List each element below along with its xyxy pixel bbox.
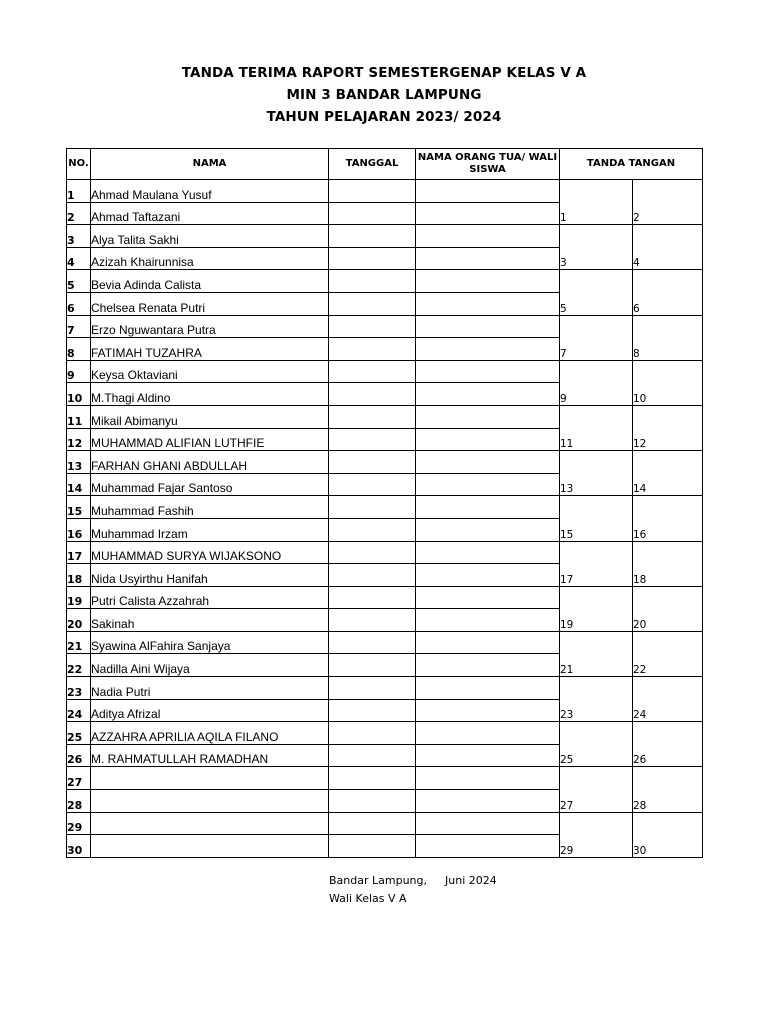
row-number: 29 [67, 812, 91, 835]
row-number: 13 [67, 451, 91, 474]
date-cell [329, 225, 416, 248]
student-name: Sakinah [91, 609, 329, 632]
signature-cell-left: 13 [560, 451, 633, 496]
row-number: 23 [67, 677, 91, 700]
student-name: Nida Usyirthu Hanifah [91, 564, 329, 587]
parent-name-cell [416, 405, 560, 428]
column-header-tanda-tangan: TANDA TANGAN [560, 149, 703, 180]
report-receipt-table [66, 148, 703, 858]
student-name: FARHAN GHANI ABDULLAH [91, 451, 329, 474]
row-number: 21 [67, 631, 91, 654]
student-name: Ahmad Taftazani [91, 202, 329, 225]
signature-cell-left: 17 [560, 541, 633, 586]
signature-cell-left: 11 [560, 405, 633, 450]
parent-name-cell [416, 315, 560, 338]
student-name: Muhammad Fashih [91, 496, 329, 519]
parent-name-cell [416, 473, 560, 496]
parent-name-cell [416, 767, 560, 790]
student-name: Chelsea Renata Putri [91, 292, 329, 315]
signature-cell-right: 28 [633, 767, 703, 812]
row-number: 10 [67, 383, 91, 406]
date-cell [329, 202, 416, 225]
date-cell [329, 609, 416, 632]
parent-name-cell [416, 428, 560, 451]
date-cell [329, 360, 416, 383]
parent-name-cell [416, 270, 560, 293]
footer-role: Wali Kelas V A [329, 892, 407, 905]
student-name: MUHAMMAD ALIFIAN LUTHFIE [91, 428, 329, 451]
signature-cell-right: 26 [633, 722, 703, 767]
footer-place: Bandar Lampung, [329, 874, 427, 887]
date-cell [329, 654, 416, 677]
signature-cell-left: 19 [560, 586, 633, 631]
signature-cell-right: 30 [633, 812, 703, 857]
row-number: 12 [67, 428, 91, 451]
signature-cell-left: 23 [560, 677, 633, 722]
student-name: Muhammad Irzam [91, 518, 329, 541]
signature-cell-left: 15 [560, 496, 633, 541]
row-number: 1 [67, 180, 91, 203]
signature-cell-left: 25 [560, 722, 633, 767]
student-name: Putri Calista Azzahrah [91, 586, 329, 609]
student-name: M.Thagi Aldino [91, 383, 329, 406]
student-name: Aditya Afrizal [91, 699, 329, 722]
row-number: 27 [67, 767, 91, 790]
date-cell [329, 677, 416, 700]
school-name: MIN 3 BANDAR LAMPUNG [286, 87, 482, 103]
student-name: Keysa Oktaviani [91, 360, 329, 383]
table-row [67, 405, 703, 428]
parent-name-cell [416, 338, 560, 361]
row-number: 9 [67, 360, 91, 383]
date-cell [329, 835, 416, 858]
parent-name-cell [416, 654, 560, 677]
parent-name-cell [416, 383, 560, 406]
row-number: 17 [67, 541, 91, 564]
date-cell [329, 541, 416, 564]
column-header-nama: NAMA [91, 149, 329, 180]
student-name [91, 812, 329, 835]
parent-name-cell [416, 744, 560, 767]
parent-name-cell [416, 451, 560, 474]
student-name: Ahmad Maulana Yusuf [91, 180, 329, 203]
table-row [67, 631, 703, 654]
row-number: 25 [67, 722, 91, 745]
row-number: 16 [67, 518, 91, 541]
table-row [67, 315, 703, 338]
table-row [67, 180, 703, 203]
row-number: 18 [67, 564, 91, 587]
date-cell [329, 405, 416, 428]
date-cell [329, 451, 416, 474]
signature-cell-left: 9 [560, 360, 633, 405]
table-row [67, 496, 703, 519]
table-row [67, 767, 703, 790]
signature-cell-left: 5 [560, 270, 633, 315]
column-header-orang-tua: NAMA ORANG TUA/ WALI SISWA [416, 149, 560, 180]
row-number: 28 [67, 790, 91, 813]
row-number: 20 [67, 609, 91, 632]
parent-name-cell [416, 677, 560, 700]
table-header-row [67, 149, 703, 180]
signature-footer [329, 872, 497, 908]
date-cell [329, 586, 416, 609]
signature-cell-right: 8 [633, 315, 703, 360]
signature-cell-right: 22 [633, 631, 703, 676]
row-number: 5 [67, 270, 91, 293]
column-header-no: NO. [67, 149, 91, 180]
parent-name-cell [416, 541, 560, 564]
parent-name-cell [416, 180, 560, 203]
academic-year: TAHUN PELAJARAN 2023/ 2024 [266, 109, 502, 125]
student-name: Nadilla Aini Wijaya [91, 654, 329, 677]
parent-name-cell [416, 790, 560, 813]
student-name: MUHAMMAD SURYA WIJAKSONO [91, 541, 329, 564]
signature-cell-right: 24 [633, 677, 703, 722]
table-row [67, 812, 703, 835]
row-number: 3 [67, 225, 91, 248]
date-cell [329, 744, 416, 767]
date-cell [329, 247, 416, 270]
signature-cell-left: 1 [560, 180, 633, 225]
table-row [67, 541, 703, 564]
signature-cell-right: 6 [633, 270, 703, 315]
row-number: 15 [67, 496, 91, 519]
document-title: TANDA TERIMA RAPORT SEMESTERGENAP KELAS V A [181, 65, 587, 81]
parent-name-cell [416, 292, 560, 315]
parent-name-cell [416, 360, 560, 383]
date-cell [329, 722, 416, 745]
student-name: Azizah Khairunnisa [91, 247, 329, 270]
parent-name-cell [416, 631, 560, 654]
row-number: 4 [67, 247, 91, 270]
signature-cell-right: 18 [633, 541, 703, 586]
student-name: Mikail Abimanyu [91, 405, 329, 428]
student-name [91, 790, 329, 813]
parent-name-cell [416, 586, 560, 609]
table-row [67, 677, 703, 700]
row-number: 2 [67, 202, 91, 225]
student-name: Nadia Putri [91, 677, 329, 700]
table-row [67, 225, 703, 248]
student-name: Syawina AlFahira Sanjaya [91, 631, 329, 654]
table-row [67, 586, 703, 609]
signature-cell-left: 3 [560, 225, 633, 270]
date-cell [329, 180, 416, 203]
student-name: FATIMAH TUZAHRA [91, 338, 329, 361]
student-name [91, 767, 329, 790]
student-name: Erzo Nguwantara Putra [91, 315, 329, 338]
column-header-tanggal: TANGGAL [329, 149, 416, 180]
row-number: 11 [67, 405, 91, 428]
parent-name-cell [416, 699, 560, 722]
signature-cell-right: 2 [633, 180, 703, 225]
date-cell [329, 473, 416, 496]
date-cell [329, 699, 416, 722]
signature-cell-right: 12 [633, 405, 703, 450]
date-cell [329, 270, 416, 293]
date-cell [329, 338, 416, 361]
signature-cell-right: 4 [633, 225, 703, 270]
table-row [67, 360, 703, 383]
row-number: 6 [67, 292, 91, 315]
parent-name-cell [416, 202, 560, 225]
date-cell [329, 496, 416, 519]
date-cell [329, 631, 416, 654]
date-cell [329, 292, 416, 315]
parent-name-cell [416, 812, 560, 835]
student-name [91, 835, 329, 858]
date-cell [329, 428, 416, 451]
row-number: 22 [67, 654, 91, 677]
table-body [67, 180, 703, 858]
date-cell [329, 767, 416, 790]
row-number: 19 [67, 586, 91, 609]
parent-name-cell [416, 564, 560, 587]
signature-cell-left: 29 [560, 812, 633, 857]
parent-name-cell [416, 518, 560, 541]
date-cell [329, 790, 416, 813]
table-row [67, 722, 703, 745]
date-cell [329, 564, 416, 587]
student-name: Alya Talita Sakhi [91, 225, 329, 248]
signature-cell-right: 16 [633, 496, 703, 541]
parent-name-cell [416, 835, 560, 858]
footer-date: Juni 2024 [445, 874, 497, 887]
row-number: 14 [67, 473, 91, 496]
parent-name-cell [416, 496, 560, 519]
signature-cell-right: 20 [633, 586, 703, 631]
parent-name-cell [416, 225, 560, 248]
student-name: M. RAHMATULLAH RAMADHAN [91, 744, 329, 767]
signature-cell-left: 21 [560, 631, 633, 676]
row-number: 30 [67, 835, 91, 858]
student-name: AZZAHRA APRILIA AQILA FILANO [91, 722, 329, 745]
document-title-block [0, 62, 768, 128]
table-row [67, 270, 703, 293]
student-name: Muhammad Fajar Santoso [91, 473, 329, 496]
table-row [67, 451, 703, 474]
parent-name-cell [416, 247, 560, 270]
date-cell [329, 383, 416, 406]
signature-cell-left: 27 [560, 767, 633, 812]
row-number: 26 [67, 744, 91, 767]
date-cell [329, 518, 416, 541]
row-number: 7 [67, 315, 91, 338]
signature-cell-right: 10 [633, 360, 703, 405]
parent-name-cell [416, 609, 560, 632]
date-cell [329, 315, 416, 338]
student-name: Bevia Adinda Calista [91, 270, 329, 293]
signature-cell-left: 7 [560, 315, 633, 360]
signature-cell-right: 14 [633, 451, 703, 496]
row-number: 8 [67, 338, 91, 361]
date-cell [329, 812, 416, 835]
parent-name-cell [416, 722, 560, 745]
row-number: 24 [67, 699, 91, 722]
